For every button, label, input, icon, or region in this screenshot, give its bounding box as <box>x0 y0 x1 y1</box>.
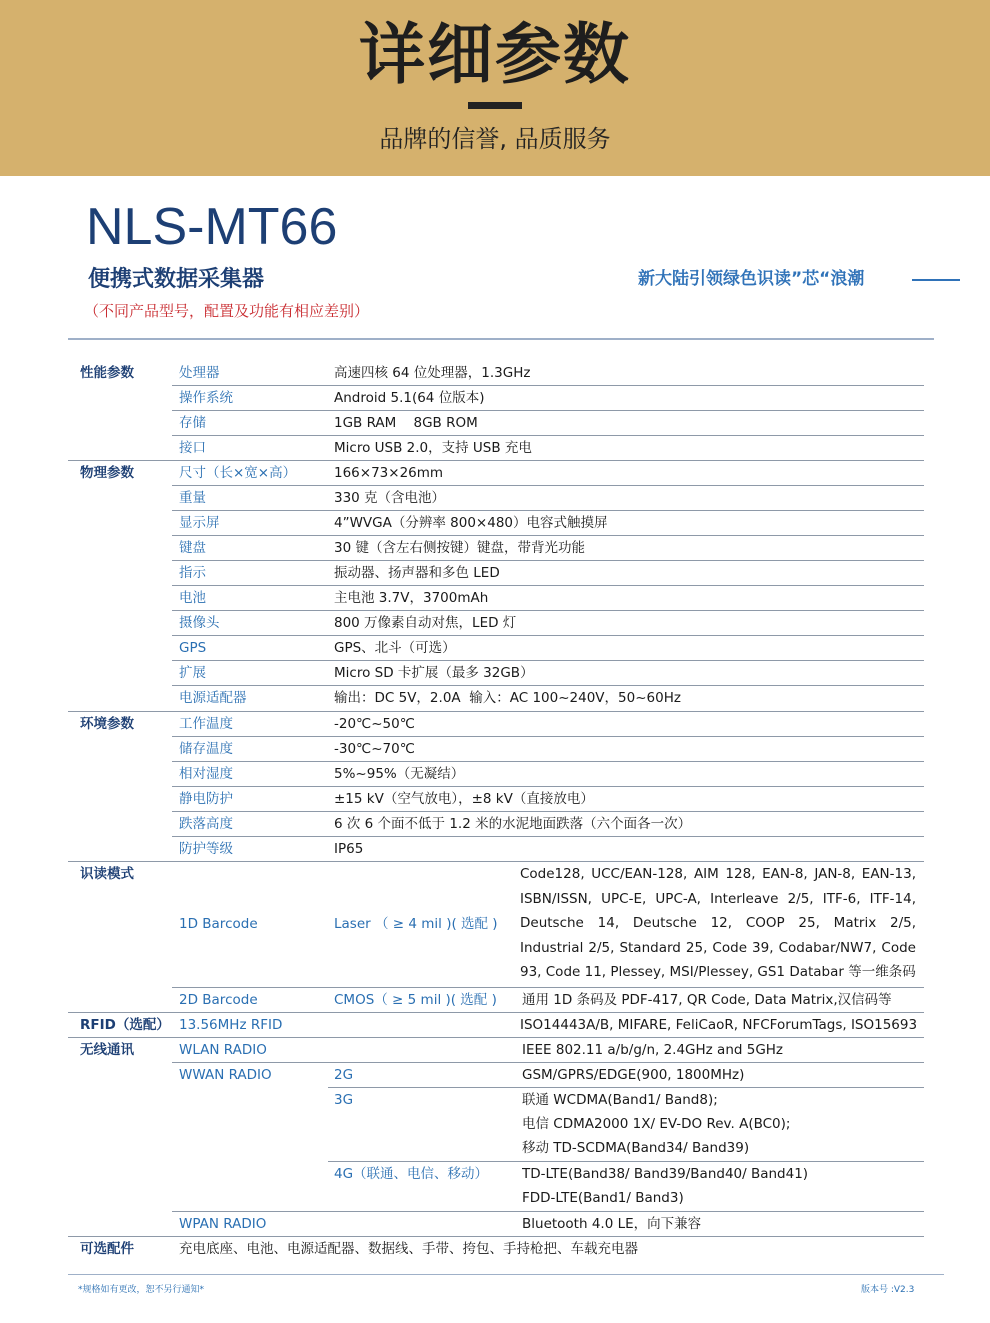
spec-value: GSM/GPRS/EDGE(900, 1800MHz) <box>522 1067 745 1083</box>
spec-label: 工作温度 <box>179 716 233 732</box>
spec-value: 1GB RAM 8GB ROM <box>334 415 478 431</box>
spec-value: TD-LTE(Band38/ Band39/Band40/ Band41) <box>522 1166 809 1182</box>
spec-label: 处理器 <box>179 365 220 381</box>
spec-value: ISO14443A/B, MIFARE, FeliCaoR, NFCForumTags, ISO15693 <box>520 1017 918 1033</box>
spec-value: 振动器、扬声器和多色 LED <box>334 565 500 581</box>
spec-label: 操作系统 <box>179 390 233 406</box>
spec-label: WLAN RADIO <box>179 1042 267 1058</box>
spec-sublabel: 3G <box>334 1092 354 1108</box>
row-divider <box>172 635 924 636</box>
spec-label: 尺寸（长×宽×高） <box>179 465 297 481</box>
row-divider <box>172 385 924 386</box>
spec-value: 移动 TD-SCDMA(Band34/ Band39) <box>522 1140 750 1156</box>
spec-value: 主电池 3.7V，3700mAh <box>334 590 489 606</box>
spec-value: 30 键（含左右侧按键）键盘，带背光功能 <box>334 540 585 556</box>
spec-label: 防护等级 <box>179 841 233 857</box>
spec-value: GPS、北斗（可选） <box>334 640 456 656</box>
spec-label: 存储 <box>179 415 206 431</box>
spec-value: 4”WVGA（分辨率 800×480）电容式触摸屏 <box>334 515 608 531</box>
spec-label: 静电防护 <box>179 791 233 807</box>
spec-label: 重量 <box>179 490 206 506</box>
spec-value: Bluetooth 4.0 LE，向下兼容 <box>522 1216 702 1232</box>
spec-value: 166×73×26mm <box>334 465 444 481</box>
spec-label: 键盘 <box>179 540 206 556</box>
spec-value: 输出：DC 5V，2.0A 输入：AC 100~240V，50~60Hz <box>334 690 681 706</box>
footer-version: 版本号 :V2.3 <box>861 1285 915 1295</box>
category-accessories: 可选配件 <box>80 1241 134 1257</box>
spec-value: 5%~95%（无凝结） <box>334 766 465 782</box>
spec-value: IP65 <box>334 841 364 857</box>
spec-value: 充电底座、电池、电源适配器、数据线、手带、挎包、手持枪把、车载充电器 <box>179 1241 638 1257</box>
row-divider <box>172 585 924 586</box>
category-reading-mode: 识读模式 <box>80 866 134 882</box>
page-title: 详细参数 <box>359 16 631 93</box>
spec-label: 储存温度 <box>179 741 233 757</box>
spec-label: 接口 <box>179 440 206 456</box>
spec-value: -20℃~50℃ <box>334 716 415 732</box>
header-divider <box>68 338 934 340</box>
row-divider <box>172 485 924 486</box>
page-subtitle: 品牌的信誉, 品质服务 <box>379 125 611 153</box>
product-slogan: 新大陆引领绿色识读”芯“浪潮 <box>638 269 865 289</box>
spec-value: Code128, UCC/EAN-128, AIM 128, EAN-8, JAN-8, EAN-13, ISBN/ISSN, UPC-E, UPC-A, Interleave 2/5, ITF-6, ITF-14, Deutsche 14, Deutsche 12, COOP 25, Matrix 2/5, Industrial 2/5, Standard 25, Code 39, Codabar/NW7, Code 93, Code 11, Plessey, MSI/Plessey, GS1 Databar 等一维条码 <box>520 866 916 981</box>
category-performance: 性能参数 <box>80 365 134 381</box>
spec-label: 13.56MHz RFID <box>179 1017 283 1033</box>
spec-value: 6 次 6 个面不低于 1.2 米的水泥地面跌落（六个面各一次） <box>334 816 692 832</box>
row-divider <box>172 736 924 737</box>
spec-sublabel: Laser （ ≥ 4 mil )( 选配 ) <box>334 916 498 932</box>
spec-label: 电池 <box>179 590 206 606</box>
row-divider <box>172 410 924 411</box>
spec-value: 330 克（含电池） <box>334 490 446 506</box>
spec-sublabel: 2G <box>334 1067 354 1083</box>
spec-value: Android 5.1(64 位版本) <box>334 390 485 406</box>
spec-value: ±15 kV（空气放电），±8 kV（直接放电） <box>334 791 594 807</box>
row-divider <box>172 560 924 561</box>
category-rfid: RFID（选配） <box>80 1017 170 1033</box>
slogan-line <box>912 279 960 281</box>
product-type: 便携式数据采集器 <box>88 267 265 292</box>
spec-label: 电源适配器 <box>179 690 247 706</box>
spec-label: 跌落高度 <box>179 816 233 832</box>
spec-value: -30℃~70℃ <box>334 741 415 757</box>
spec-value: 高速四核 64 位处理器，1.3GHz <box>334 365 531 381</box>
spec-value: 电信 CDMA2000 1X/ EV-DO Rev. A(BC0); <box>522 1116 791 1132</box>
spec-label: 摄像头 <box>179 615 220 631</box>
spec-sublabel: 4G（联通、电信、移动） <box>334 1166 489 1182</box>
spec-value: Micro USB 2.0，支持 USB 充电 <box>334 440 532 456</box>
spec-sublabel: CMOS（ ≥ 5 mil )( 选配 ) <box>334 992 497 1008</box>
spec-value: Micro SD 卡扩展（最多 32GB） <box>334 665 534 681</box>
spec-value: FDD-LTE(Band1/ Band3) <box>522 1190 684 1206</box>
spec-value: 联通 WCDMA(Band1/ Band8); <box>522 1092 718 1108</box>
spec-label: WWAN RADIO <box>179 1067 272 1083</box>
category-physical: 物理参数 <box>80 465 134 481</box>
spec-value: 800 万像素自动对焦，LED 灯 <box>334 615 517 631</box>
row-divider <box>172 761 924 762</box>
category-wireless: 无线通讯 <box>80 1042 134 1058</box>
spec-label: 显示屏 <box>179 515 220 531</box>
spec-label: 2D Barcode <box>179 992 258 1008</box>
footer-divider <box>68 1274 944 1275</box>
footer-disclaimer: *规格如有更改，恕不另行通知* <box>78 1285 205 1295</box>
row-divider <box>172 435 924 436</box>
spec-value: IEEE 802.11 a/b/g/n, 2.4GHz and 5GHz <box>522 1042 784 1058</box>
spec-label: WPAN RADIO <box>179 1216 267 1232</box>
spec-label: 扩展 <box>179 665 206 681</box>
spec-label: 相对湿度 <box>179 766 233 782</box>
header-banner <box>0 0 990 176</box>
row-divider <box>172 836 924 837</box>
title-underline <box>468 102 522 109</box>
row-divider <box>172 610 924 611</box>
spec-label: 1D Barcode <box>179 916 258 932</box>
row-divider <box>172 660 924 661</box>
category-environment: 环境参数 <box>80 716 134 732</box>
product-model: NLS-MT66 <box>86 198 338 256</box>
spec-value: 通用 1D 条码及 PDF-417, QR Code, Data Matrix,汉信码等 <box>522 992 892 1008</box>
product-note: （不同产品型号，配置及功能有相应差别） <box>84 302 370 320</box>
spec-label: GPS <box>179 640 207 656</box>
spec-label: 指示 <box>179 565 206 581</box>
